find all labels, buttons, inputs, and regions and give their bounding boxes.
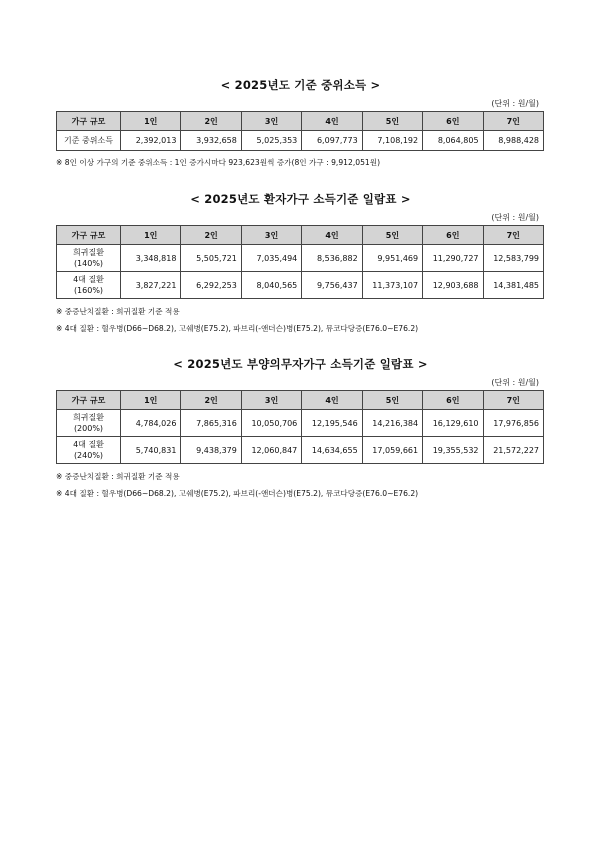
row-label (57, 437, 121, 464)
row-label: 기준 중위소득 (57, 131, 121, 151)
row-label-name: 희귀질환 (73, 248, 104, 257)
table-cell: 8,536,882 (302, 245, 362, 272)
row-label-percent: (200%) (73, 424, 104, 433)
table-cell: 7,108,192 (362, 131, 422, 151)
header-4p: 4인 (302, 226, 362, 245)
header-4p: 4인 (302, 391, 362, 410)
table-cell: 5,505,721 (181, 245, 241, 272)
table-cell: 14,381,485 (483, 272, 543, 299)
table-header-row (57, 391, 544, 410)
header-3p: 3인 (241, 112, 301, 131)
row-label-name: 4대 질환 (73, 440, 104, 449)
row-label-percent: (140%) (73, 259, 104, 268)
table-cell: 9,951,469 (362, 245, 422, 272)
support-obligor-table (56, 390, 544, 464)
median-income-table (56, 111, 544, 151)
header-1p: 1인 (121, 391, 181, 410)
table-cell: 16,129,610 (423, 410, 483, 437)
header-7p: 7인 (483, 112, 543, 131)
table-cell: 12,903,688 (423, 272, 483, 299)
table-cell: 3,348,818 (121, 245, 181, 272)
section1-unit: (단위 : 원/월) (491, 99, 539, 108)
table-cell: 7,865,316 (181, 410, 241, 437)
table-cell: 17,976,856 (483, 410, 543, 437)
header-household-size: 가구 규모 (57, 391, 121, 410)
table-cell: 8,064,805 (423, 131, 483, 151)
table-row (57, 272, 544, 299)
table-cell: 6,292,253 (181, 272, 241, 299)
table-cell: 21,572,227 (483, 437, 543, 464)
table-row (57, 245, 544, 272)
header-1p: 1인 (121, 112, 181, 131)
table-cell: 2,392,013 (121, 131, 181, 151)
table-cell: 8,988,428 (483, 131, 543, 151)
header-6p: 6인 (423, 226, 483, 245)
section1-note: ※ 8인 이상 가구의 기준 중위소득 : 1인 증가시마다 923,623원씩 증가(8인 가구 : 9,912,051원) (56, 158, 381, 167)
table-cell: 5,025,353 (241, 131, 301, 151)
table-header-row (57, 226, 544, 245)
header-4p: 4인 (302, 112, 362, 131)
table-cell: 11,290,727 (423, 245, 483, 272)
table-cell: 8,040,565 (241, 272, 301, 299)
header-5p: 5인 (362, 112, 422, 131)
row-label (57, 272, 121, 299)
table-cell: 9,756,437 (302, 272, 362, 299)
table-cell: 11,373,107 (362, 272, 422, 299)
header-5p: 5인 (362, 391, 422, 410)
header-5p: 5인 (362, 226, 422, 245)
table-cell: 7,035,494 (241, 245, 301, 272)
table-cell: 12,060,847 (241, 437, 301, 464)
table-cell: 12,583,799 (483, 245, 543, 272)
table-header-row (57, 112, 544, 131)
table-cell: 5,740,831 (121, 437, 181, 464)
header-household-size: 가구 규모 (57, 112, 121, 131)
section3-note-2: ※ 4대 질환 : 혈우병(D66~D68.2), 고쉐병(E75.2), 파브리(-앤더슨)병(E75.2), 뮤코다당증(E76.0~E76.2) (56, 489, 419, 498)
table-cell: 3,932,658 (181, 131, 241, 151)
table-cell: 10,050,706 (241, 410, 301, 437)
section2-unit: (단위 : 원/월) (491, 213, 539, 222)
header-7p: 7인 (483, 226, 543, 245)
table-cell: 17,059,661 (362, 437, 422, 464)
row-label-percent: (240%) (73, 451, 104, 460)
section2-note-2: ※ 4대 질환 : 혈우병(D66~D68.2), 고쉐병(E75.2), 파브리(-앤더슨)병(E75.2), 뮤코다당증(E76.0~E76.2) (56, 324, 419, 333)
section3-unit: (단위 : 원/월) (491, 378, 539, 387)
header-6p: 6인 (423, 112, 483, 131)
table-cell: 12,195,546 (302, 410, 362, 437)
header-7p: 7인 (483, 391, 543, 410)
row-label-percent: (160%) (73, 286, 104, 295)
header-3p: 3인 (241, 226, 301, 245)
section1-title: < 2025년도 기준 중위소득 > (220, 78, 381, 92)
row-label (57, 245, 121, 272)
header-3p: 3인 (241, 391, 301, 410)
table-cell: 19,355,532 (423, 437, 483, 464)
header-household-size: 가구 규모 (57, 226, 121, 245)
table-row (57, 410, 544, 437)
table-row (57, 437, 544, 464)
header-6p: 6인 (423, 391, 483, 410)
section3-title: < 2025년도 부양의무자가구 소득기준 일람표 > (173, 357, 428, 371)
row-label (57, 410, 121, 437)
header-1p: 1인 (121, 226, 181, 245)
row-label-name: 희귀질환 (73, 413, 104, 422)
header-2p: 2인 (181, 391, 241, 410)
section2-title: < 2025년도 환자가구 소득기준 일람표 > (190, 192, 411, 206)
table-cell: 4,784,026 (121, 410, 181, 437)
section3-note-1: ※ 중증난치질환 : 희귀질환 기준 적용 (56, 472, 180, 481)
header-2p: 2인 (181, 112, 241, 131)
table-cell: 14,216,384 (362, 410, 422, 437)
table-row (57, 131, 544, 151)
table-cell: 3,827,221 (121, 272, 181, 299)
table-cell: 9,438,379 (181, 437, 241, 464)
header-2p: 2인 (181, 226, 241, 245)
patient-household-table (56, 225, 544, 299)
row-label-name: 4대 질환 (73, 275, 104, 284)
section2-note-1: ※ 중증난치질환 : 희귀질환 기준 적용 (56, 307, 180, 316)
table-cell: 6,097,773 (302, 131, 362, 151)
table-cell: 14,634,655 (302, 437, 362, 464)
